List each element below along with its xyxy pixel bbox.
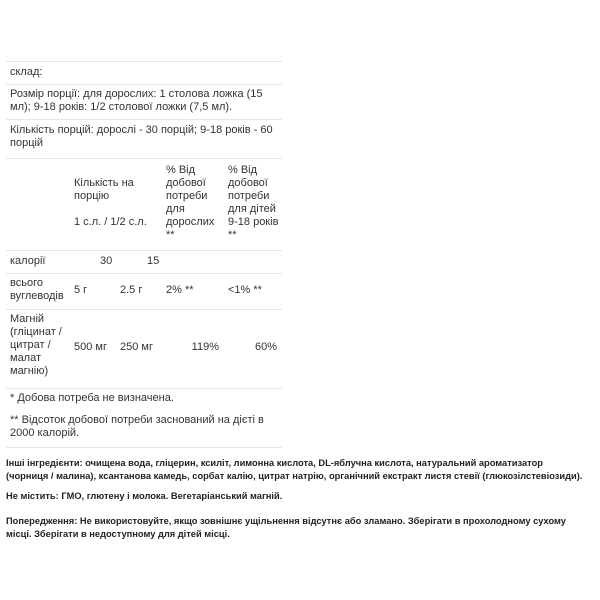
row-adult: 500 мг xyxy=(74,341,107,353)
composition-label: склад: xyxy=(10,66,43,78)
warning: Попередження: Не використовуйте, якщо зовнішнє ущільнення відсутнє або зламано. Зберігати в прохолодному сухому місці. Зберігати в недоступному для дітей місці. xyxy=(6,516,566,539)
divider xyxy=(6,61,282,62)
header-amount-units: 1 с.л. / 1/2 с.л. xyxy=(74,216,147,228)
divider xyxy=(6,273,282,274)
row-kid: 15 xyxy=(147,255,160,267)
row-name: Магній (гліцинат / цитрат / малат магнію) xyxy=(10,313,62,377)
row-kid: 2.5 г xyxy=(120,284,143,296)
other-ingredients: Інші інгредієнти: очищена вода, гліцерин, ксиліт, лимонна кислота, DL-яблучна кислота, натуральний ароматизатор (чорниця / малина), ксантанова камедь, сорбат калію, цитрат натрію, органічний екстракт листя стевії (глюкозілстевіозиди). xyxy=(6,458,583,481)
header-dv-kids: % Від добової потреби для дітей 9-18 років ** xyxy=(228,164,279,241)
serving-size: Розмір порції: для дорослих: 1 столова ложка (15 мл); 9-18 років: 1/2 столової ложки (7,5 мл). xyxy=(10,88,263,113)
divider xyxy=(6,119,282,120)
divider xyxy=(6,388,282,389)
header-dv-adults: % Від добової потреби для дорослих ** xyxy=(166,164,215,241)
divider xyxy=(6,84,282,85)
row-adult: 5 г xyxy=(74,284,88,296)
header-amount: Кількість на порцію xyxy=(74,177,134,202)
row-dv-adult: 119% xyxy=(191,341,219,353)
row-kid: 250 мг xyxy=(120,341,153,353)
divider xyxy=(6,447,282,448)
row-name: калорії xyxy=(10,255,46,267)
servings-count: Кількість порцій: дорослі - 30 порцій; 9-18 років - 60 порцій xyxy=(10,124,273,149)
divider xyxy=(6,158,282,159)
divider xyxy=(6,250,282,251)
row-dv-kid: <1% ** xyxy=(228,284,262,296)
free-of: Не містить: ГМО, глютену і молока. Вегетаріанський магній. xyxy=(6,491,283,501)
row-dv-kid: 60% xyxy=(254,341,277,353)
footnote-2: ** Відсоток добової потреби заснований на дієті в 2000 калорій. xyxy=(10,414,264,439)
row-adult: 30 xyxy=(100,255,113,267)
row-name: всього вуглеводів xyxy=(10,277,64,302)
row-dv-adult: 2% ** xyxy=(166,284,194,296)
footnote-1: * Добова потреба не визначена. xyxy=(10,392,174,404)
divider xyxy=(6,309,282,310)
